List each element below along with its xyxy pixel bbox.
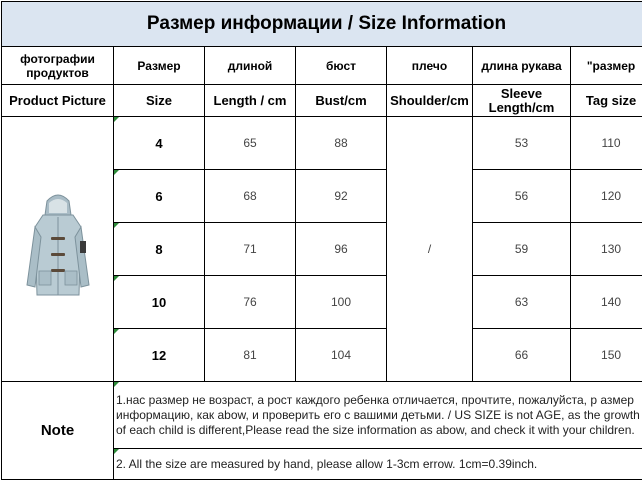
bust-value: 92 bbox=[296, 170, 387, 223]
size-value: 6 bbox=[114, 170, 205, 223]
header-photo-ru: фотографии продуктов bbox=[2, 47, 114, 85]
bust-value: 96 bbox=[296, 223, 387, 276]
header-bust-ru: бюст bbox=[296, 47, 387, 85]
header-bust-en: Bust/cm bbox=[296, 85, 387, 117]
length-value: 81 bbox=[205, 329, 296, 382]
note-label: Note bbox=[2, 382, 114, 480]
sleeve-value: 59 bbox=[473, 223, 571, 276]
sleeve-value: 66 bbox=[473, 329, 571, 382]
corner-mark bbox=[114, 329, 119, 334]
table-title: Размер информации / Size Information bbox=[2, 2, 642, 47]
corner-mark bbox=[114, 170, 119, 175]
table-row bbox=[2, 117, 642, 170]
header-row-english bbox=[2, 85, 642, 117]
header-shoulder-en: Shoulder/cm bbox=[387, 85, 473, 117]
sleeve-value: 56 bbox=[473, 170, 571, 223]
sleeve-value: 53 bbox=[473, 117, 571, 170]
note-line-2: 2. All the size are measured by hand, please allow 1-3cm errow. 1cm=0.39inch. bbox=[114, 449, 642, 480]
sleeve-value: 63 bbox=[473, 276, 571, 329]
size-value: 12 bbox=[114, 329, 205, 382]
header-photo-en: Product Picture bbox=[2, 85, 114, 117]
length-value: 68 bbox=[205, 170, 296, 223]
header-row-russian bbox=[2, 47, 642, 85]
bust-value: 88 bbox=[296, 117, 387, 170]
header-tag-ru: "размер bbox=[571, 47, 642, 85]
size-value: 4 bbox=[114, 117, 205, 170]
tag-size-value: 120 bbox=[571, 170, 642, 223]
corner-mark bbox=[114, 223, 119, 228]
header-tag-en: Tag size bbox=[571, 85, 642, 117]
shoulder-value: / bbox=[387, 117, 473, 382]
header-sleeve-en: Sleeve Length/cm bbox=[473, 85, 571, 117]
tag-size-value: 150 bbox=[571, 329, 642, 382]
header-size-en: Size bbox=[114, 85, 205, 117]
size-table bbox=[1, 1, 642, 480]
product-picture bbox=[2, 117, 114, 382]
tag-size-value: 130 bbox=[571, 223, 642, 276]
hooded-coat-image bbox=[23, 189, 93, 309]
header-sleeve-ru: длина рукава bbox=[473, 47, 571, 85]
size-value: 8 bbox=[114, 223, 205, 276]
header-size-ru: Размер bbox=[114, 47, 205, 85]
header-length-en: Length / cm bbox=[205, 85, 296, 117]
corner-mark bbox=[114, 449, 119, 454]
length-value: 71 bbox=[205, 223, 296, 276]
corner-mark bbox=[114, 382, 119, 387]
corner-mark bbox=[114, 276, 119, 281]
length-value: 76 bbox=[205, 276, 296, 329]
bust-value: 100 bbox=[296, 276, 387, 329]
corner-mark bbox=[114, 117, 119, 122]
header-shoulder-ru: плечо bbox=[387, 47, 473, 85]
note-line-1: 1.нас размер не возраст, а рост каждого ребенка отличается, прочтите, пожалуйста, р азмер информацию, как abow, и проверить его с вашими детьми. / US SIZE is not AGE, as the growth of each child is different,Please read the size information as abow, and check it with your children. bbox=[114, 382, 642, 449]
header-length-ru: длиной bbox=[205, 47, 296, 85]
tag-size-value: 140 bbox=[571, 276, 642, 329]
bust-value: 104 bbox=[296, 329, 387, 382]
tag-size-value: 110 bbox=[571, 117, 642, 170]
size-value: 10 bbox=[114, 276, 205, 329]
length-value: 65 bbox=[205, 117, 296, 170]
note-row bbox=[2, 382, 642, 449]
